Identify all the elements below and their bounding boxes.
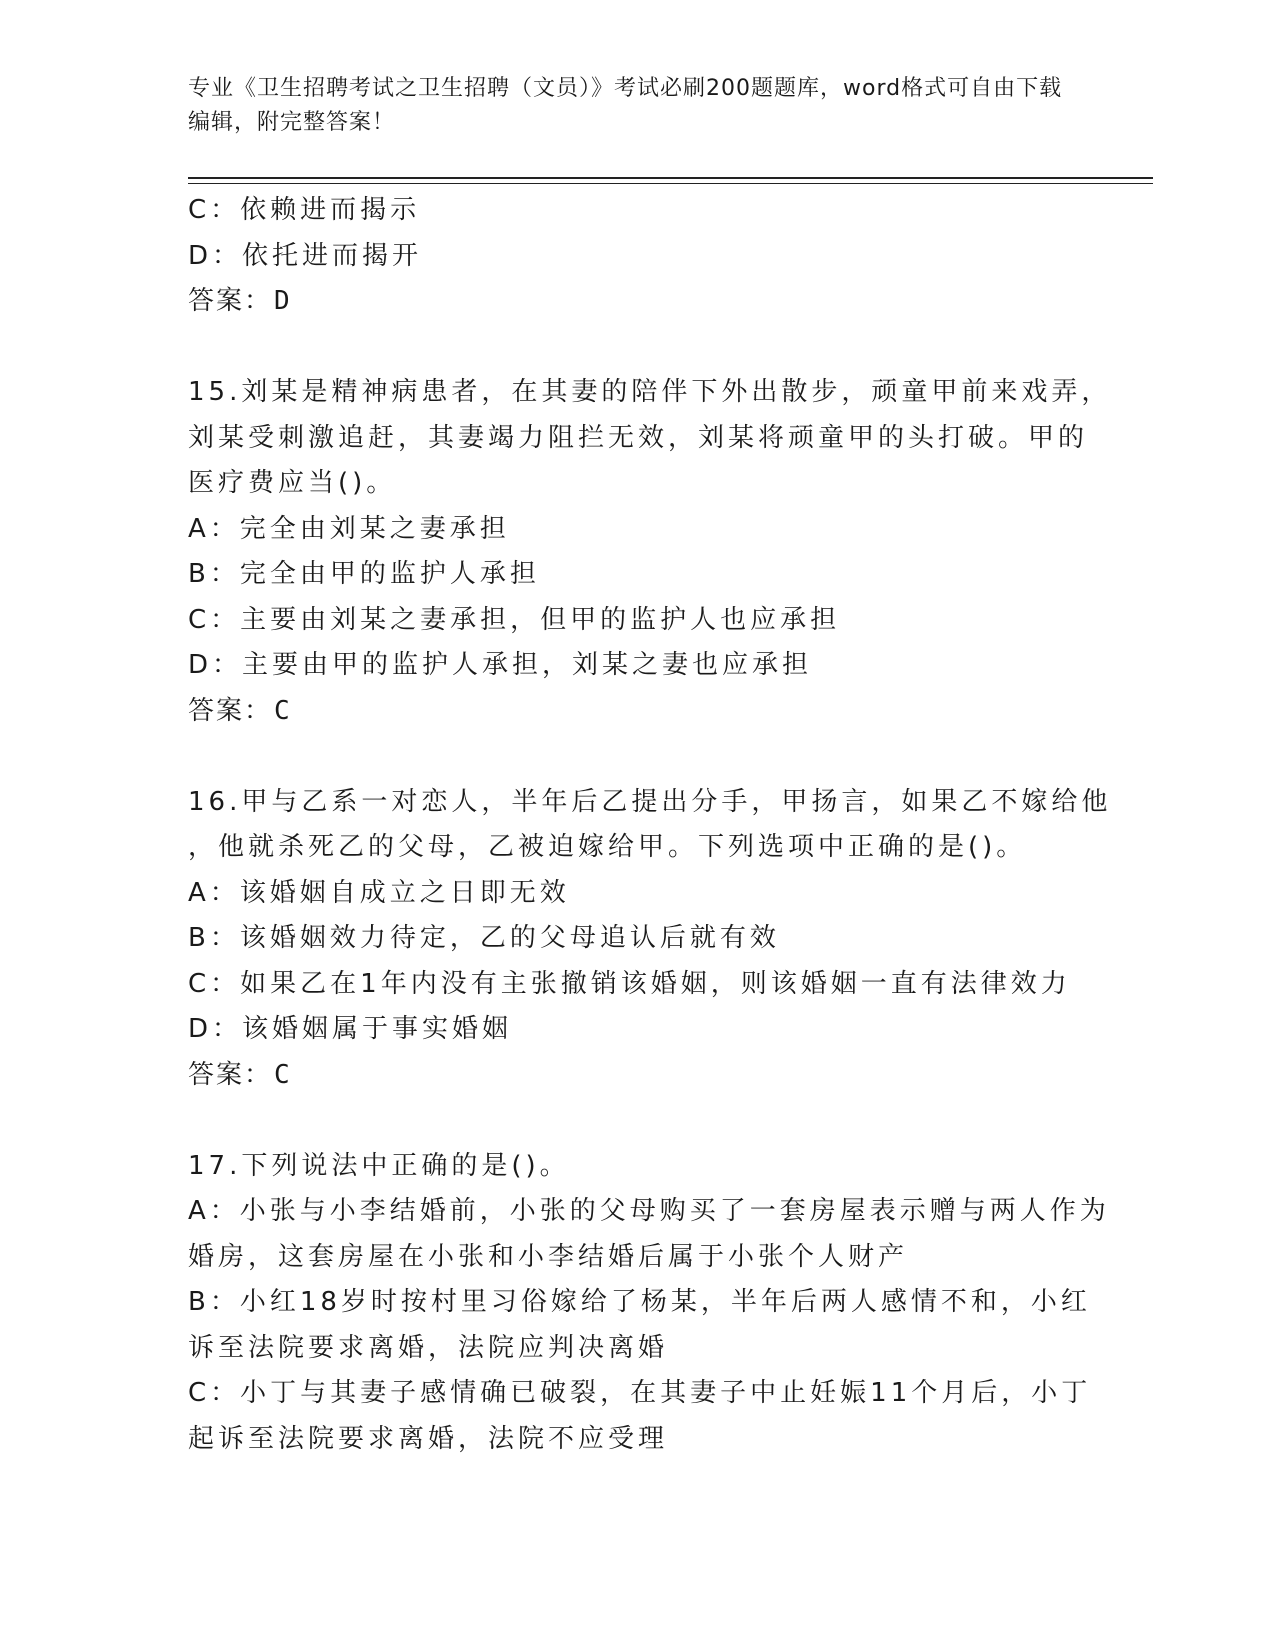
- option-c: C：如果乙在1年内没有主张撤销该婚姻，则该婚姻一直有法律效力: [188, 968, 1071, 999]
- answer-key: C: [274, 1059, 292, 1090]
- option-a: [188, 1189, 1110, 1280]
- option-c: [188, 1371, 1092, 1462]
- option-b: B：完全由甲的监护人承担: [188, 559, 540, 589]
- option-line: 起诉至法院要求离婚，法院不应受理: [188, 1423, 669, 1454]
- answer-key: D: [274, 286, 292, 316]
- question-stem-line: 16.甲与乙系一对恋人，半年后乙提出分手，甲扬言，如果乙不嫁给他: [188, 786, 1112, 817]
- spacer: [188, 325, 1088, 371]
- option-line: 诉至法院要求离婚，法院应判决离婚: [188, 1332, 669, 1363]
- option-d: D：依托进而揭开: [188, 240, 423, 271]
- option-line: C：小丁与其妻子感情确已破裂，在其妻子中止妊娠11个月后，小丁: [188, 1378, 1092, 1408]
- question-stem-line: 17.下列说法中正确的是()。: [188, 1150, 570, 1181]
- option-line: A：小张与小李结婚前，小张的父母购买了一套房屋表示赠与两人作为: [188, 1196, 1110, 1226]
- option-c: C：依赖进而揭示: [188, 195, 421, 225]
- answer-key: C: [274, 695, 292, 726]
- option-b: B：该婚姻效力待定，乙的父母追认后就有效: [188, 923, 780, 953]
- document-body: [188, 188, 1112, 1462]
- question-15: [188, 370, 1112, 734]
- question-17: [188, 1144, 1110, 1463]
- option-d: D：该婚姻属于事实婚姻: [188, 1014, 513, 1044]
- option-line: 婚房，这套房屋在小张和小李结婚后属于小张个人财产: [188, 1241, 909, 1272]
- question-stem-line: ，他就杀死乙的父母，乙被迫嫁给甲。下列选项中正确的是()。: [188, 832, 1027, 862]
- answer-line: [188, 1053, 1088, 1099]
- question-stem-line: 医疗费应当()。: [188, 468, 397, 498]
- spacer: [188, 1098, 1088, 1144]
- question-stem-line: 15.刘某是精神病患者，在其妻的陪伴下外出散步，顽童甲前来戏弄，: [188, 377, 1112, 407]
- option-d: D：主要由甲的监护人承担，刘某之妻也应承担: [188, 650, 813, 680]
- option-a: A：完全由刘某之妻承担: [188, 513, 510, 544]
- option-b: [188, 1280, 1091, 1371]
- question-16: [188, 780, 1112, 1099]
- page-header: 专业《卫生招聘考试之卫生招聘（文员）》考试必刷200题题库，word格式可自由下载编辑，附完整答案！: [188, 76, 1063, 135]
- header-rule-thin: [188, 183, 1153, 184]
- answer-label: 答案：: [188, 695, 273, 726]
- prev-question: [188, 188, 1088, 325]
- option-line: B：小红18岁时按村里习俗嫁给了杨某，半年后两人感情不和，小红: [188, 1287, 1091, 1317]
- option-a: A：该婚姻自成立之日即无效: [188, 877, 570, 908]
- answer-label: 答案：: [188, 1059, 273, 1090]
- question-stem-line: 刘某受刺激追赶，其妻竭力阻拦无效，刘某将顽童甲的头打破。甲的: [188, 422, 1089, 453]
- header-rule-thick: [188, 177, 1153, 179]
- answer-line: [188, 279, 1088, 325]
- option-c: C：主要由刘某之妻承担，但甲的监护人也应承担: [188, 604, 841, 635]
- answer-label: 答案：: [188, 286, 273, 316]
- spacer: [188, 734, 1088, 780]
- answer-line: [188, 689, 1088, 735]
